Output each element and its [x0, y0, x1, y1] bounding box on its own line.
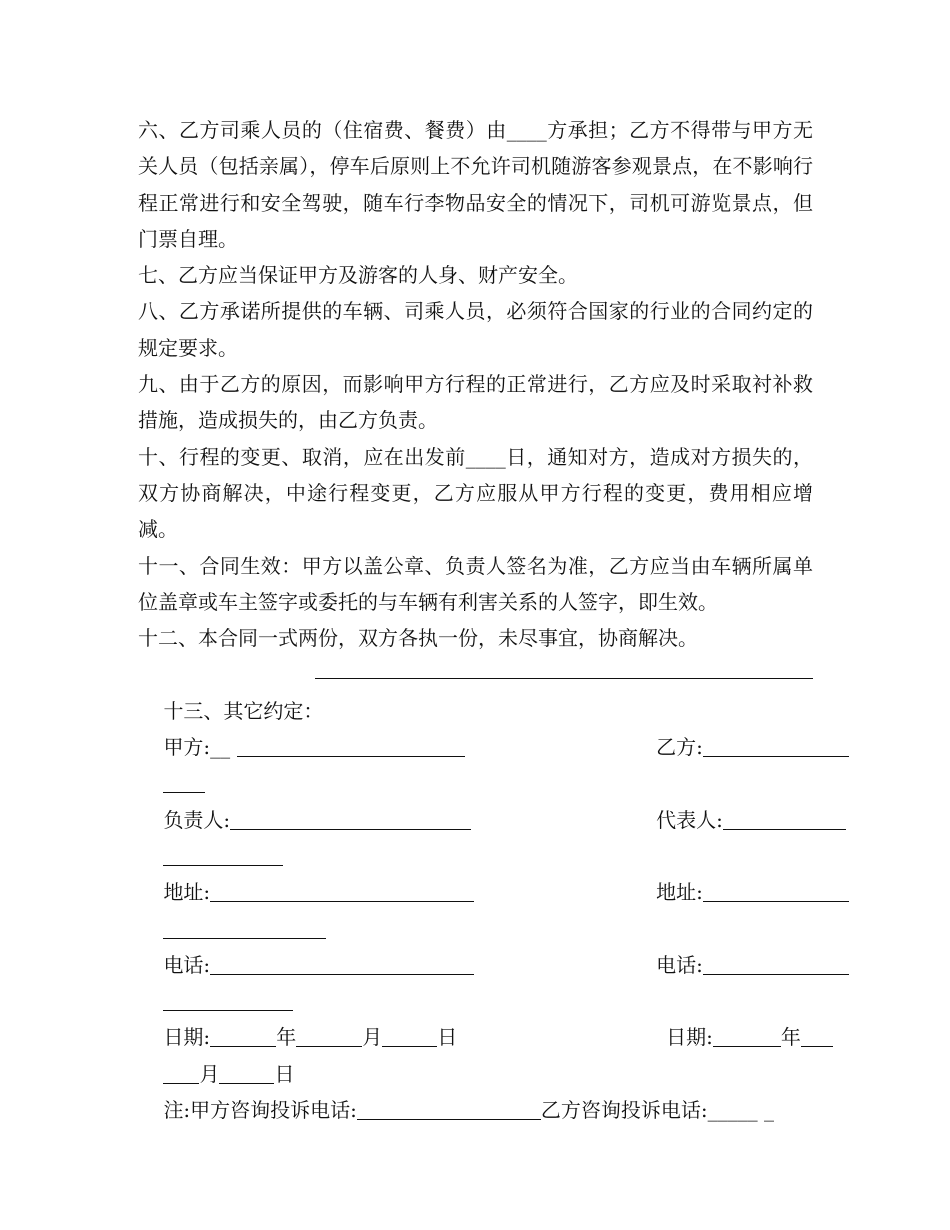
clause-12: 十二、本合同一式两份，双方各执一份，未尽事宜，协商解决。 [138, 626, 698, 651]
other-terms-blank[interactable] [315, 656, 813, 679]
address-line [138, 838, 813, 905]
phone-wrap-line [138, 947, 813, 983]
party-a-year-label: 年 [276, 1025, 297, 1050]
party-a-month-label: 月 [362, 1025, 383, 1050]
party-b-rep-label: 代表人: [656, 807, 723, 832]
party-b-label: 乙方: [656, 735, 703, 760]
party-a-complaint-label: 注:甲方咨询投诉电话: [163, 1098, 357, 1123]
clause-10: 十、行程的变更、取消，应在出发前____日，通知对方，造成对方损失的，双方协商解决，中途行程变更，乙方应服从甲方行程的变更，费用相应增减。 [138, 444, 813, 542]
party-b-wrap-line [138, 729, 813, 765]
party-a-complaint-blank[interactable] [357, 1097, 541, 1120]
clause-6: 六、乙方司乘人员的（住宿费、餐费）由____方承担；乙方不得带与甲方无关人员（包括亲属），停车后原则上不允许司机随游客参观景点，在不影响行程正常进行和安全驾驶，随车行李物品安全的情况下，司机可游览景点，但门票自理。 [138, 118, 813, 251]
party-name-line [138, 693, 813, 760]
party-b-month-label: 月 [199, 1061, 220, 1086]
complaint-phone-line [138, 1056, 813, 1123]
date-wrap-line [138, 1019, 813, 1086]
party-b-day-label: 日 [274, 1061, 295, 1086]
party-b-complaint-label: 乙方咨询投诉电话: [540, 1098, 708, 1123]
leader-line [138, 765, 813, 832]
clause-13-label: 十三、其它约定： [163, 698, 324, 723]
party-b-address-label: 地址: [656, 880, 703, 905]
party-a-label: 甲方:__ [163, 735, 237, 760]
party-b-phone-label: 电话: [656, 952, 703, 977]
party-a-address-label: 地址: [163, 880, 211, 905]
contract-page [138, 112, 813, 1123]
clause-8: 八、乙方承诺所提供的车辆、司乘人员，必须符合国家的行业的合同约定的规定要求。 [138, 299, 813, 360]
clause-7: 七、乙方应当保证甲方及游客的人身、财产安全。 [138, 263, 578, 288]
clause-9: 九、由于乙方的原因，而影响甲方行程的正常进行，乙方应及时采取衬补救措施，造成损失的，由乙方负责。 [138, 372, 813, 433]
clause-11: 十一、合同生效：甲方以盖公章、负责人签名为准，乙方应当由车辆所属单位盖章或车主签字或委托的与车辆有利害关系的人签字，即生效。 [138, 553, 813, 614]
phone-line [138, 911, 813, 977]
party-b-year-label: 年 [780, 1025, 801, 1050]
date-line [138, 983, 813, 1050]
party-a-leader-label: 负责人: [163, 807, 231, 832]
party-a-day-label: 日 [437, 1025, 458, 1050]
clause-13-line [138, 656, 813, 723]
rep-wrap-line [138, 802, 813, 838]
party-b-date-label: 日期: [666, 1025, 713, 1050]
party-b-complaint-blank[interactable]: _____ _ [707, 1098, 775, 1123]
party-a-phone-label: 电话: [163, 952, 211, 977]
party-a-date-label: 日期: [163, 1025, 211, 1050]
address-wrap-line [138, 874, 813, 910]
